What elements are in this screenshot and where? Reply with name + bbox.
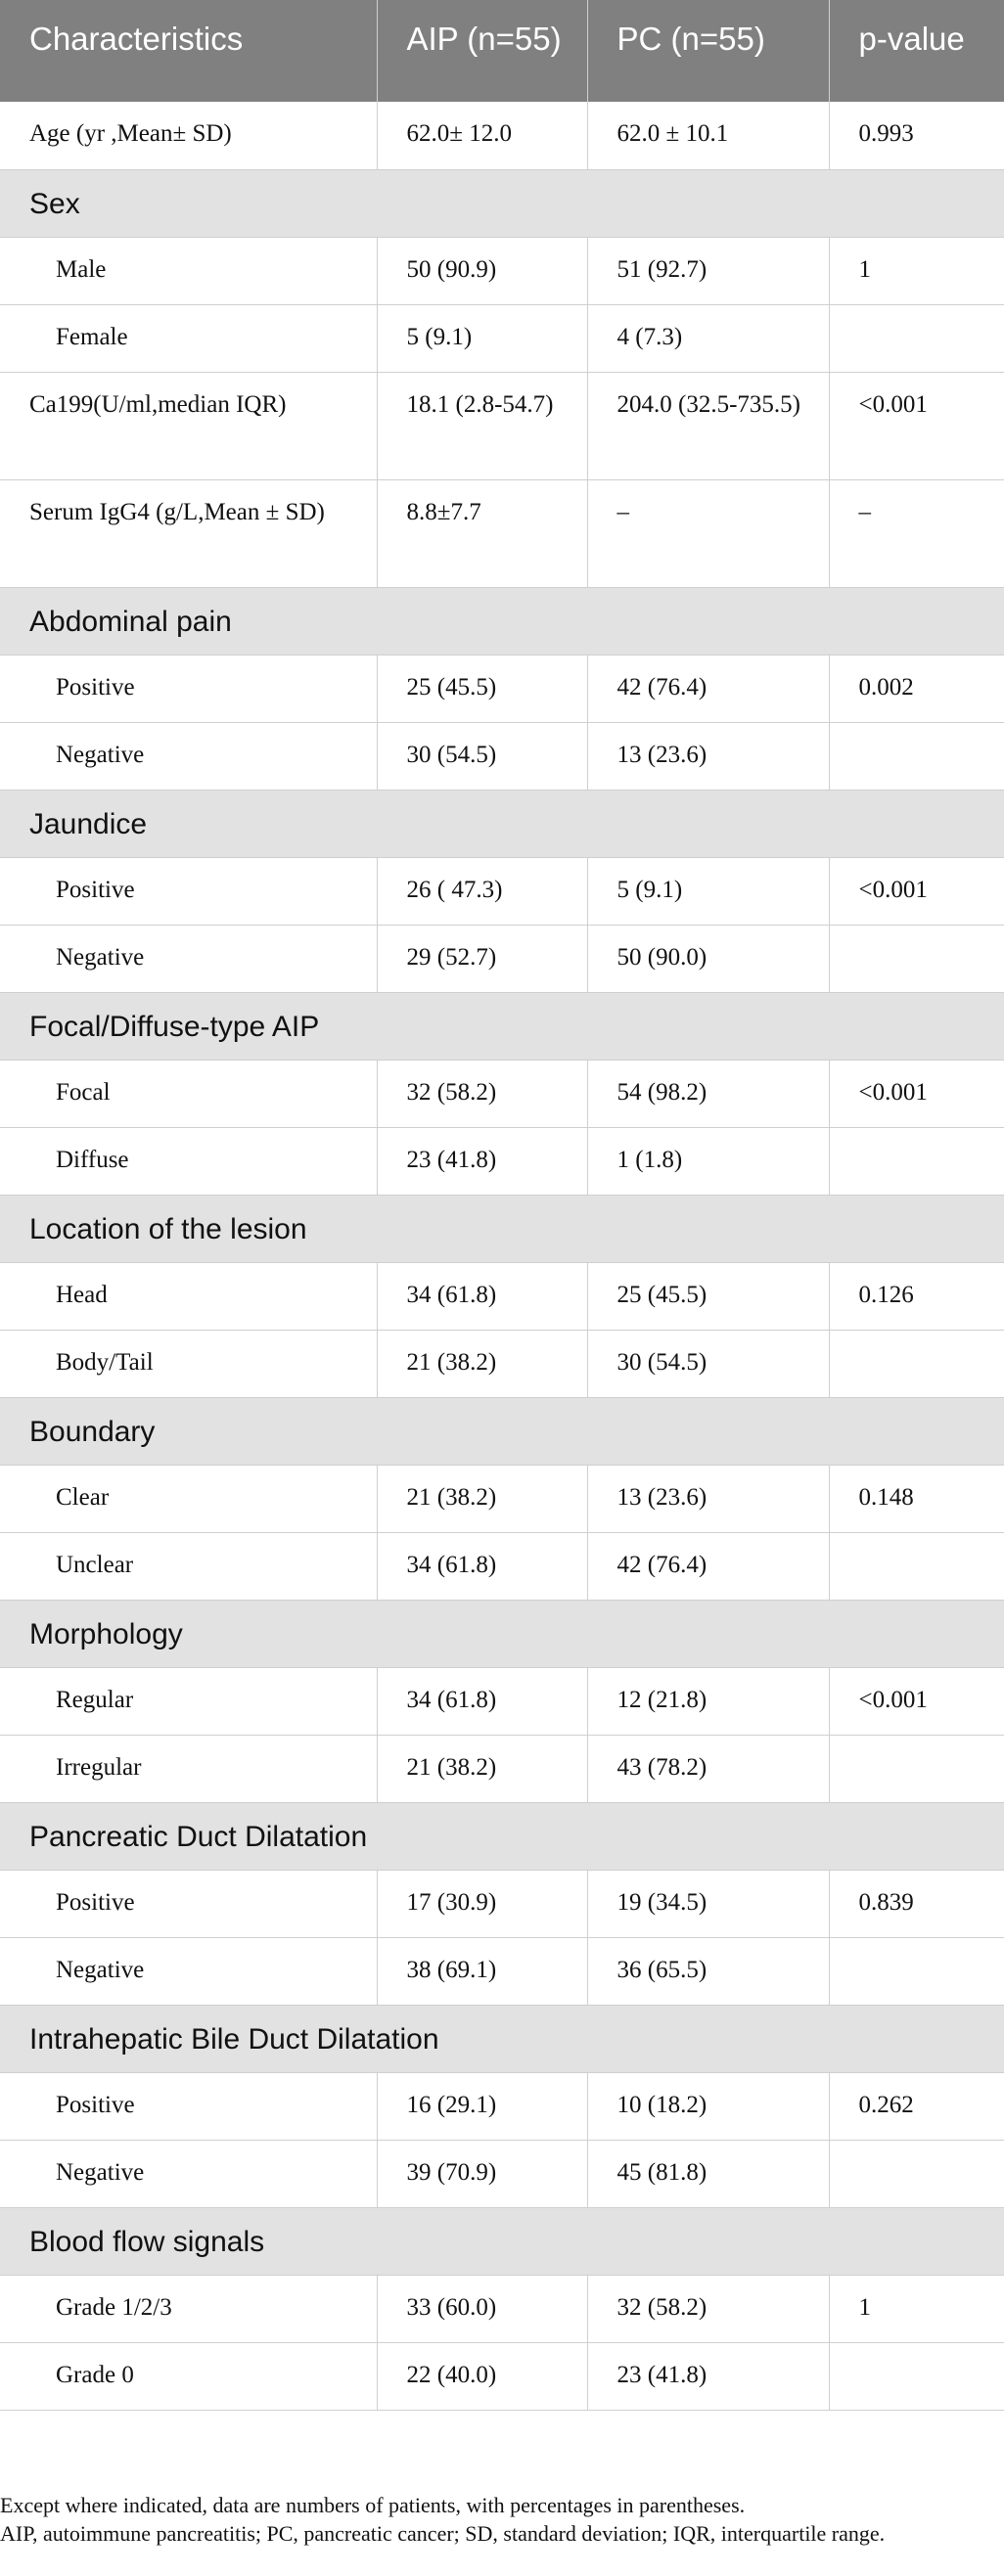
row-label: Head: [0, 1262, 377, 1330]
pc-value: 4 (7.3): [587, 304, 829, 372]
p-value: [829, 722, 1004, 790]
p-value: [829, 1735, 1004, 1802]
row-label: Grade 1/2/3: [0, 2275, 377, 2342]
pc-value: 30 (54.5): [587, 1330, 829, 1397]
section-label: Sex: [0, 169, 1004, 237]
table-row: [0, 479, 1004, 587]
p-value: [829, 1937, 1004, 2005]
aip-value: 62.0± 12.0: [377, 102, 587, 169]
table-row: [0, 1127, 1004, 1195]
footnote-line: Except where indicated, data are numbers of patients, with percentages in parentheses.: [0, 2493, 746, 2517]
row-label: Negative: [0, 925, 377, 992]
row-label: Diffuse: [0, 1127, 377, 1195]
p-value: 0.262: [829, 2072, 1004, 2140]
table-row: [0, 304, 1004, 372]
pc-value: 50 (90.0): [587, 925, 829, 992]
section-label: Morphology: [0, 1600, 1004, 1667]
p-value: [829, 304, 1004, 372]
p-value: <0.001: [829, 1060, 1004, 1127]
aip-value: 5 (9.1): [377, 304, 587, 372]
table-row: [0, 2072, 1004, 2140]
table-body: [0, 102, 1004, 2410]
aip-value: 50 (90.9): [377, 237, 587, 304]
table-row: [0, 2140, 1004, 2207]
row-label: Male: [0, 237, 377, 304]
p-value: <0.001: [829, 857, 1004, 925]
row-label: Age (yr ,Mean± SD): [0, 102, 377, 169]
aip-value: 21 (38.2): [377, 1330, 587, 1397]
section-row: [0, 2005, 1004, 2072]
row-label: Irregular: [0, 1735, 377, 1802]
aip-value: 39 (70.9): [377, 2140, 587, 2207]
header-pc: PC (n=55): [587, 0, 829, 102]
section-label: Focal/Diffuse-type AIP: [0, 992, 1004, 1060]
section-row: [0, 790, 1004, 857]
p-value: 0.126: [829, 1262, 1004, 1330]
p-value: 1: [829, 2275, 1004, 2342]
p-value: 0.148: [829, 1465, 1004, 1532]
pc-value: 13 (23.6): [587, 722, 829, 790]
section-row: [0, 1397, 1004, 1465]
section-label: Blood flow signals: [0, 2207, 1004, 2275]
aip-value: 16 (29.1): [377, 2072, 587, 2140]
row-label: Negative: [0, 1937, 377, 2005]
aip-value: 26 ( 47.3): [377, 857, 587, 925]
row-label: Negative: [0, 2140, 377, 2207]
aip-value: 17 (30.9): [377, 1870, 587, 1937]
pc-value: 45 (81.8): [587, 2140, 829, 2207]
table-row: [0, 2275, 1004, 2342]
pc-value: 54 (98.2): [587, 1060, 829, 1127]
table-row: [0, 1870, 1004, 1937]
p-value: [829, 925, 1004, 992]
p-value: <0.001: [829, 372, 1004, 479]
section-row: [0, 1195, 1004, 1262]
pc-value: 204.0 (32.5-735.5): [587, 372, 829, 479]
pc-value: 62.0 ± 10.1: [587, 102, 829, 169]
table-row: [0, 857, 1004, 925]
pc-value: 23 (41.8): [587, 2342, 829, 2410]
pc-value: 42 (76.4): [587, 1532, 829, 1600]
header-p-value: p-value: [829, 0, 1004, 102]
header-row: [0, 0, 1004, 102]
aip-value: 18.1 (2.8-54.7): [377, 372, 587, 479]
aip-value: 34 (61.8): [377, 1262, 587, 1330]
row-label: Ca199(U/ml,median IQR): [0, 372, 377, 479]
aip-value: 8.8±7.7: [377, 479, 587, 587]
table-row: [0, 1330, 1004, 1397]
section-row: [0, 1802, 1004, 1870]
row-label: Positive: [0, 2072, 377, 2140]
pc-value: 42 (76.4): [587, 655, 829, 722]
pc-value: 5 (9.1): [587, 857, 829, 925]
p-value: –: [829, 479, 1004, 587]
pc-value: 1 (1.8): [587, 1127, 829, 1195]
table-row: [0, 925, 1004, 992]
section-row: [0, 169, 1004, 237]
footnote-abbreviations: AIP, autoimmune pancreatitis; PC, pancreatic cancer; SD, standard deviation; IQR, interquartile range.: [0, 2521, 886, 2546]
pc-value: 19 (34.5): [587, 1870, 829, 1937]
row-label: Grade 0: [0, 2342, 377, 2410]
row-label: Body/Tail: [0, 1330, 377, 1397]
row-label: Positive: [0, 655, 377, 722]
pc-value: 36 (65.5): [587, 1937, 829, 2005]
table-row: [0, 237, 1004, 304]
section-label: Pancreatic Duct Dilatation: [0, 1802, 1004, 1870]
row-label: Negative: [0, 722, 377, 790]
p-value: 0.839: [829, 1870, 1004, 1937]
row-label: Positive: [0, 1870, 377, 1937]
p-value: [829, 1532, 1004, 1600]
row-label: Serum IgG4 (g/L,Mean ± SD): [0, 479, 377, 587]
aip-value: 23 (41.8): [377, 1127, 587, 1195]
p-value: <0.001: [829, 1667, 1004, 1735]
table-row: [0, 1262, 1004, 1330]
aip-value: 32 (58.2): [377, 1060, 587, 1127]
p-value: 1: [829, 237, 1004, 304]
row-label: Focal: [0, 1060, 377, 1127]
section-label: Boundary: [0, 1397, 1004, 1465]
pc-value: –: [587, 479, 829, 587]
row-label: Clear: [0, 1465, 377, 1532]
table-row: [0, 1667, 1004, 1735]
header-characteristics: Characteristics: [0, 0, 377, 102]
section-label: Jaundice: [0, 790, 1004, 857]
pc-value: 25 (45.5): [587, 1262, 829, 1330]
pc-value: 12 (21.8): [587, 1667, 829, 1735]
table-row: [0, 1465, 1004, 1532]
row-label: Unclear: [0, 1532, 377, 1600]
header-aip: AIP (n=55): [377, 0, 587, 102]
p-value: 0.002: [829, 655, 1004, 722]
row-label: Female: [0, 304, 377, 372]
aip-value: 34 (61.8): [377, 1667, 587, 1735]
table-row: [0, 102, 1004, 169]
aip-value: 33 (60.0): [377, 2275, 587, 2342]
row-label: Regular: [0, 1667, 377, 1735]
aip-value: 30 (54.5): [377, 722, 587, 790]
section-label: Location of the lesion: [0, 1195, 1004, 1262]
section-row: [0, 2207, 1004, 2275]
p-value: [829, 1330, 1004, 1397]
table-row: [0, 1060, 1004, 1127]
pc-value: 51 (92.7): [587, 237, 829, 304]
p-value: [829, 2342, 1004, 2410]
p-value: [829, 1127, 1004, 1195]
table-row: [0, 1532, 1004, 1600]
aip-value: 38 (69.1): [377, 1937, 587, 2005]
p-value: [829, 2140, 1004, 2207]
table-row: [0, 1937, 1004, 2005]
table-row: [0, 2342, 1004, 2410]
section-row: [0, 1600, 1004, 1667]
section-label: Intrahepatic Bile Duct Dilatation: [0, 2005, 1004, 2072]
aip-value: 34 (61.8): [377, 1532, 587, 1600]
section-row: [0, 587, 1004, 655]
table-row: [0, 1735, 1004, 1802]
pc-value: 10 (18.2): [587, 2072, 829, 2140]
p-value: 0.993: [829, 102, 1004, 169]
pc-value: 43 (78.2): [587, 1735, 829, 1802]
pc-value: 32 (58.2): [587, 2275, 829, 2342]
pc-value: 13 (23.6): [587, 1465, 829, 1532]
row-label: Positive: [0, 857, 377, 925]
table-row: [0, 722, 1004, 790]
table-row: [0, 655, 1004, 722]
table-row: [0, 372, 1004, 479]
aip-value: 22 (40.0): [377, 2342, 587, 2410]
section-row: [0, 992, 1004, 1060]
aip-value: 21 (38.2): [377, 1465, 587, 1532]
aip-value: 21 (38.2): [377, 1735, 587, 1802]
section-label: Abdominal pain: [0, 587, 1004, 655]
aip-value: 25 (45.5): [377, 655, 587, 722]
table-footnote: [0, 2491, 994, 2548]
aip-value: 29 (52.7): [377, 925, 587, 992]
